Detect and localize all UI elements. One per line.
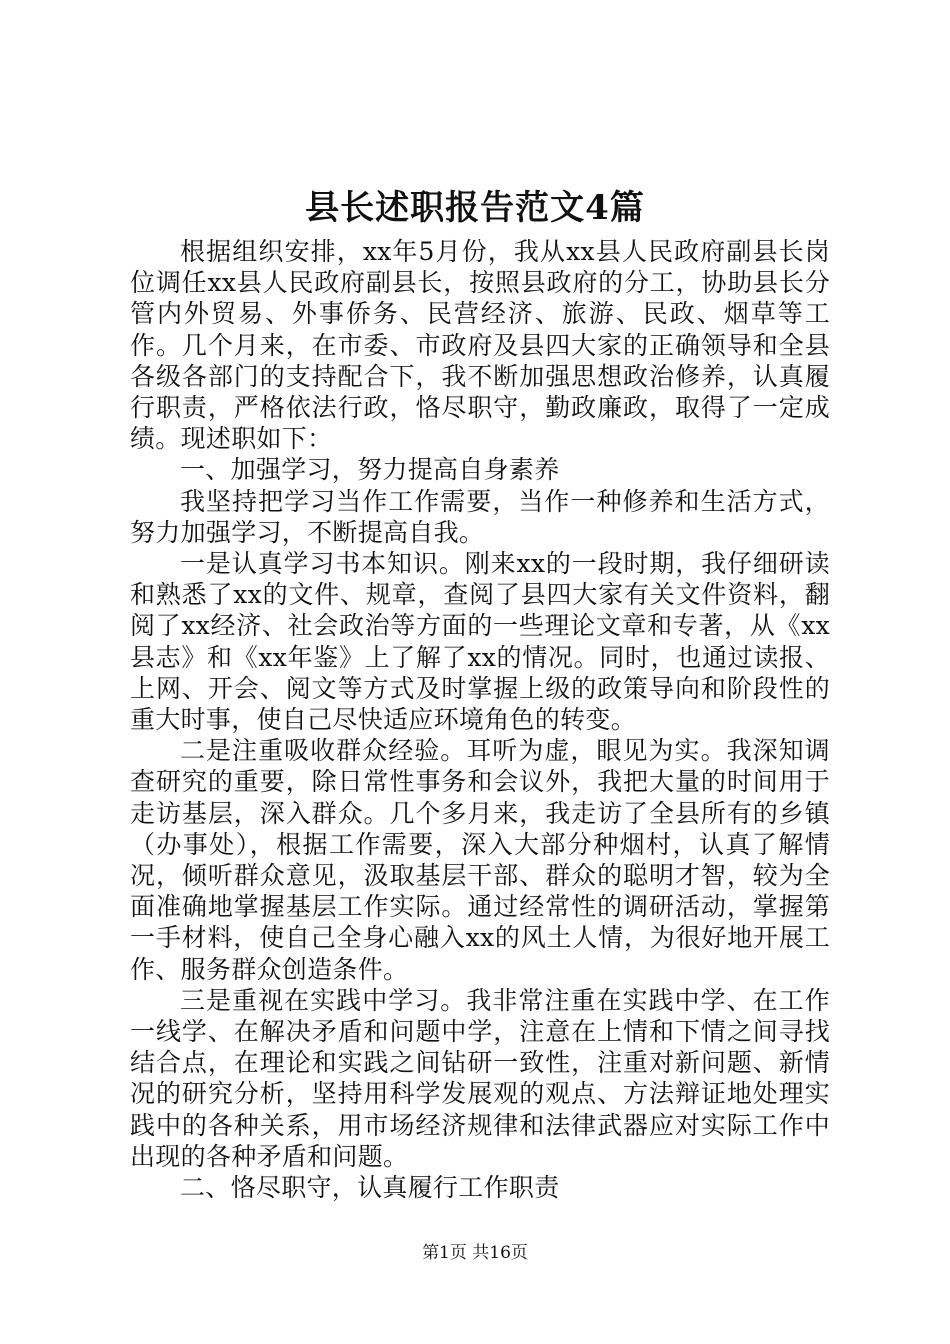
paragraph-book-knowledge: 一是认真学习书本知识。刚来xx的一段时期，我仔细研读和熟悉了xx的文件、规章，查阅了县四大家有关文件资料，翻阅了xx经济、社会政治等方面的一些理论文章和专著，从《xx县志》和《xx年鉴》上了解了xx的情况。同时，也通过读报、上网、开会、阅文等方式及时掌握上级的政策导向和阶段性的重大时事，使自己尽快适应环境角色的转变。 bbox=[130, 549, 830, 735]
document-body bbox=[130, 236, 830, 1203]
page-footer: 第1页 共16页 bbox=[422, 1243, 528, 1263]
paragraph-practice-learning: 三是重视在实践中学习。我非常注重在实践中学、在工作一线学、在解决矛盾和问题中学，注意在上情和下情之间寻找结合点，在理论和实践之间钻研一致性，注重对新问题、新情况的研究分析，坚持用科学发展观的观点、方法辩证地处理实践中的各种关系，用市场经济规律和法律武器应对实际工作中出现的各种矛盾和问题。 bbox=[130, 985, 830, 1171]
document-title: 县长述职报告范文4篇 bbox=[305, 188, 645, 228]
paragraph-study-summary: 我坚持把学习当作工作需要，当作一种修养和生活方式，努力加强学习，不断提高自我。 bbox=[130, 486, 830, 547]
section-heading-2: 二、恪尽职守，认真履行工作职责 bbox=[180, 1173, 560, 1203]
paragraph-intro: 根据组织安排，xx年5月份，我从xx县人民政府副县长岗位调任xx县人民政府副县长，按照县政府的分工，协助县长分管内外贸易、外事侨务、民营经济、旅游、民政、烟草等工作。几个月来，在市委、市政府及县四大家的正确领导和全县各级各部门的支持配合下，我不断加强思想政治修养，认真履行职责，严格依法行政，恪尽职守，勤政廉政，取得了一定成绩。现述职如下： bbox=[130, 237, 830, 454]
paragraph-mass-experience: 二是注重吸收群众经验。耳听为虚，眼见为实。我深知调查研究的重要，除日常性事务和会议外，我把大量的时间用于走访基层，深入群众。几个多月来，我走访了全县所有的乡镇（办事处），根据工作需要，深入大部分种烟村，认真了解情况，倾听群众意见，汲取基层干部、群众的聪明才智，较为全面准确地掌握基层工作实际。通过经常性的调研活动，掌握第一手材料，使自己全身心融入xx的风土人情，为很好地开展工作、服务群众创造条件。 bbox=[130, 736, 830, 984]
section-heading-1: 一、加强学习，努力提高自身素养 bbox=[180, 455, 560, 485]
